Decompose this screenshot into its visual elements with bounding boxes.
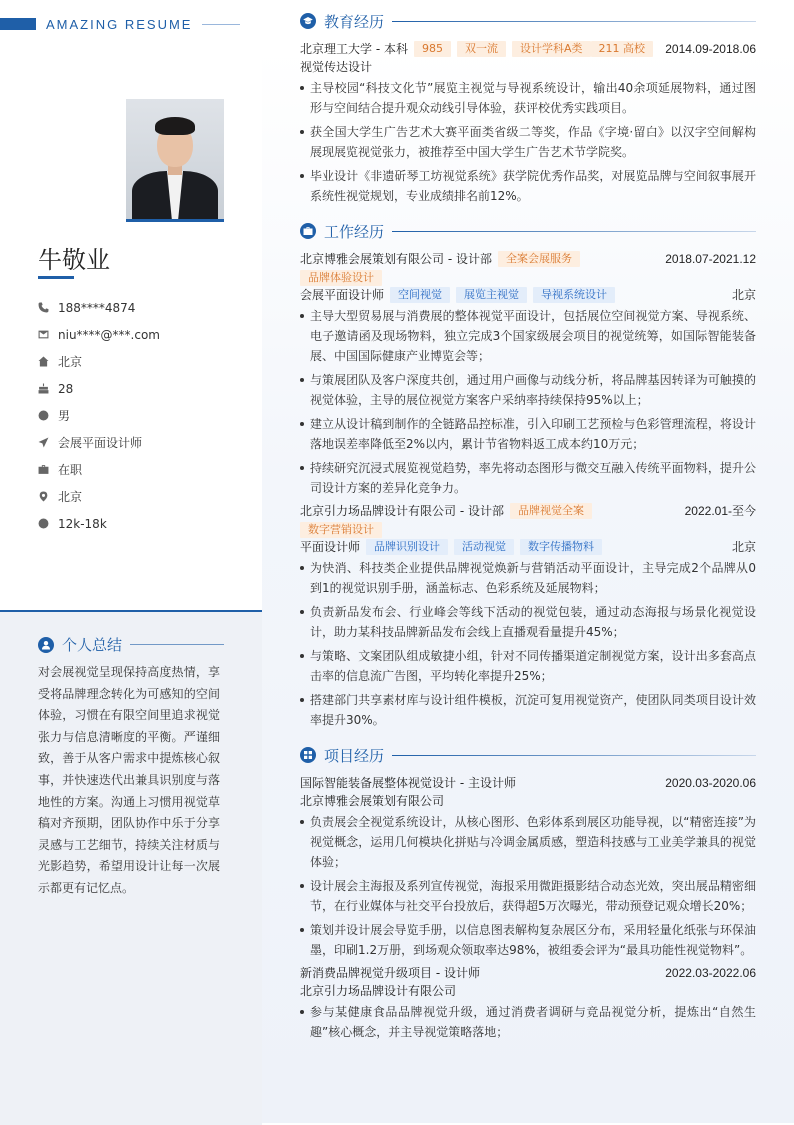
summary-header — [38, 634, 224, 655]
graduation-cap-icon — [300, 13, 316, 29]
project-entry — [300, 964, 756, 1042]
education-header — [300, 10, 756, 32]
contact-info — [38, 294, 238, 537]
info-gender-text: 男 — [58, 409, 71, 423]
school-name: 北京理工大学 - 本科 — [300, 42, 408, 56]
project-bullets — [300, 812, 756, 960]
projects-divider — [392, 755, 756, 756]
summary-title: 个人总结 — [62, 636, 123, 654]
list-item: 负责新品发布会、行业峰会等线下活动的视觉包装，通过动态海报与场景化视觉设计，助力某科技品牌新品发布会线上直播观看量提升45%； — [300, 602, 756, 642]
job-city: 北京 — [731, 540, 756, 554]
project-bullets — [300, 1002, 756, 1042]
job-bullets — [300, 306, 756, 498]
info-salary — [38, 510, 238, 537]
education-tag: 985 — [414, 41, 451, 57]
info-location — [38, 483, 238, 510]
info-position-text: 会展平面设计师 — [58, 436, 143, 450]
education-entry-head — [300, 40, 756, 58]
list-item: 为快消、科技类企业提供品牌视觉焕新与营销活动平面设计，主导完成2个品牌从0到1的视觉识别手册，涵盖标志、色彩系统及延展物料； — [300, 558, 756, 598]
job-role-row — [300, 286, 756, 304]
salary-icon — [38, 518, 49, 529]
job-company: 北京引力场品牌设计有限公司 - 设计部 — [300, 504, 504, 518]
project-name: 国际智能装备展整体视觉设计 - 主设计师 — [300, 776, 516, 790]
brand-text: AMAZING RESUME — [46, 16, 193, 32]
work-header — [300, 220, 756, 242]
job-bullets — [300, 558, 756, 730]
brand-line — [202, 24, 240, 25]
skill-tag: 数字传播物料 — [520, 539, 602, 555]
job-role: 平面设计师 — [300, 540, 361, 554]
work-title: 工作经历 — [324, 222, 385, 241]
skill-tag: 品牌识别设计 — [366, 539, 448, 555]
list-item: 建立从设计稿到制作的全链路品控标准，引入印刷工艺预检与色彩管理流程，将设计落地误差率降低至2%以内，累计节省物料返工成本约10万元； — [300, 414, 756, 454]
summary-divider — [130, 644, 224, 645]
job-company: 北京博雅会展策划有限公司 - 设计部 — [300, 252, 492, 266]
phone-icon — [38, 302, 49, 313]
info-home-text: 北京 — [58, 355, 83, 369]
education-major: 视觉传达设计 — [300, 60, 373, 74]
job-tag: 数字营销设计 — [300, 522, 382, 538]
education-title: 教育经历 — [324, 12, 385, 31]
info-status — [38, 456, 238, 483]
skill-tag: 展览主视觉 — [456, 287, 527, 303]
profile-name: 牛敬业 — [38, 246, 110, 274]
list-item: 与策略、文案团队组成敏捷小组，针对不同传播渠道定制视觉方案，设计出多套高点击率的信息流广告图，平均转化率提升25%； — [300, 646, 756, 686]
skill-tag: 空间视觉 — [390, 287, 450, 303]
home-icon — [38, 356, 49, 367]
info-status-text: 在职 — [58, 463, 83, 477]
job-city: 北京 — [731, 288, 756, 302]
info-email — [38, 321, 238, 348]
info-location-text: 北京 — [58, 490, 83, 504]
job-date: 2022.01-至今 — [684, 504, 756, 518]
skill-tag: 活动视觉 — [454, 539, 514, 555]
list-item: 设计展会主海报及系列宣传视觉，海报采用微距摄影结合动态光效，突出展品精密细节，在行业媒体与社交平台投放后，获得超5万次曝光，带动预登记观众增长20%； — [300, 876, 756, 916]
info-home — [38, 348, 238, 375]
job-head — [300, 502, 756, 538]
job-date: 2018.07-2021.12 — [665, 252, 756, 266]
info-age — [38, 375, 238, 402]
project-company: 北京博雅会展策划有限公司 — [300, 794, 445, 808]
education-date: 2014.09-2018.06 — [665, 42, 756, 56]
list-item: 主导校园“科技文化节”展览主视觉与导视系统设计，输出40余项延展物料，通过图形与空间结合提升观众动线引导体验，获评校优秀实践项目。 — [300, 78, 756, 118]
main-content — [300, 10, 756, 1046]
job-tag: 全案会展服务 — [498, 251, 580, 267]
cake-icon — [38, 383, 49, 394]
project-date: 2020.03-2020.06 — [665, 776, 756, 790]
projects-header — [300, 744, 756, 766]
education-tag: 双一流 — [457, 41, 506, 57]
education-tag: 211 高校 — [591, 41, 654, 57]
job-role-row — [300, 538, 756, 556]
gender-icon — [38, 410, 49, 421]
job-tag: 品牌视觉全案 — [510, 503, 592, 519]
info-age-text: 28 — [58, 381, 74, 396]
mail-icon — [38, 329, 49, 340]
briefcase-icon — [300, 223, 316, 239]
info-salary-text: 12k-18k — [58, 516, 107, 531]
location-icon — [38, 491, 49, 502]
education-tag: 设计学科A类 — [512, 41, 591, 57]
list-item: 持续研究沉浸式展览视觉趋势，率先将动态图形与微交互融入传统平面物料，提升公司设计方案的差异化竞争力。 — [300, 458, 756, 498]
info-email-text: niu****@***.com — [58, 327, 160, 342]
job-role: 会展平面设计师 — [300, 288, 385, 302]
send-icon — [38, 437, 49, 448]
summary-text: 对会展视觉呈现保持高度热情，享受将品牌理念转化为可感知的空间体验，习惯在有限空间里追求视觉张力与信息清晰度的平衡。严谨细致，善于从客户需求中提炼核心叙事，并快速迭代出兼具识别度与落地性的方案。沟通上习惯用视觉草稿对齐预期，团队协作中乐于分享灵感与工艺细节，持续关注材质与光影趋势，希望用设计让每一次展示都更有记忆点。 — [38, 665, 220, 895]
project-date: 2022.03-2022.06 — [665, 966, 756, 980]
skill-tag: 导视系统设计 — [533, 287, 615, 303]
info-phone-text: 188****4874 — [58, 300, 136, 315]
list-item: 负责展会全视觉系统设计，从核心图形、色彩体系到展区功能导视，以“精密连接”为视觉概念，运用几何模块化拼贴与冷调金属质感，塑造科技感与工业美学兼具的视觉体验； — [300, 812, 756, 872]
project-name: 新消费品牌视觉升级项目 - 设计师 — [300, 966, 480, 980]
list-item: 毕业设计《非遗斫琴工坊视觉系统》获学院优秀作品奖，对展览品牌与空间叙事展开系统性视觉规划，专业成绩排名前12%。 — [300, 166, 756, 206]
info-position — [38, 429, 238, 456]
briefcase-icon — [38, 464, 49, 475]
list-item: 与策展团队及客户深度共创，通过用户画像与动线分析，将品牌基因转译为可触摸的视觉体验，主导的展位视觉方案客户采纳率持续保持95%以上； — [300, 370, 756, 410]
list-item: 主导大型贸易展与消费展的整体视觉平面设计，包括展位空间视觉方案、导视系统、电子邀请函及现场物料，独立完成3个国家级展会项目的视觉统筹，如国际智能装备展、中国国际健康产业博览会等； — [300, 306, 756, 366]
projects-title: 项目经历 — [324, 746, 385, 765]
name-underline — [38, 276, 74, 279]
info-phone — [38, 294, 238, 321]
list-item: 获全国大学生广告艺术大赛平面类省级二等奖，作品《字境·留白》以汉字空间解构展现展览视觉张力，被推荐至中国大学生广告艺术节学院奖。 — [300, 122, 756, 162]
job-head — [300, 250, 756, 286]
profile-photo — [126, 99, 224, 222]
job-tag: 品牌体验设计 — [300, 270, 382, 286]
job-entry — [300, 250, 756, 498]
job-entry — [300, 502, 756, 730]
project-head — [300, 774, 756, 792]
list-item: 搭建部门共享素材库与设计组件模板，沉淀可复用视觉资产，使团队同类项目设计效率提升30%。 — [300, 690, 756, 730]
info-gender — [38, 402, 238, 429]
education-divider — [392, 21, 756, 22]
brand-bar — [0, 18, 36, 30]
project-head — [300, 964, 756, 982]
education-bullets — [300, 78, 756, 206]
list-item: 参与某健康食品品牌视觉升级，通过消费者调研与竞品视觉分析，提炼出“自然生趣”核心概念，并主导视觉策略落地； — [300, 1002, 756, 1042]
list-item: 策划并设计展会导览手册，以信息图表解构复杂展区分布，采用轻量化纸张与环保油墨，印刷1.2万册，到场观众领取率达98%，被组委会评为“最具功能性视觉物料”。 — [300, 920, 756, 960]
user-icon — [38, 637, 54, 653]
grid-icon — [300, 747, 316, 763]
work-divider — [392, 231, 756, 232]
project-company: 北京引力场品牌设计有限公司 — [300, 984, 457, 998]
brand-header — [0, 16, 240, 32]
project-entry — [300, 774, 756, 960]
